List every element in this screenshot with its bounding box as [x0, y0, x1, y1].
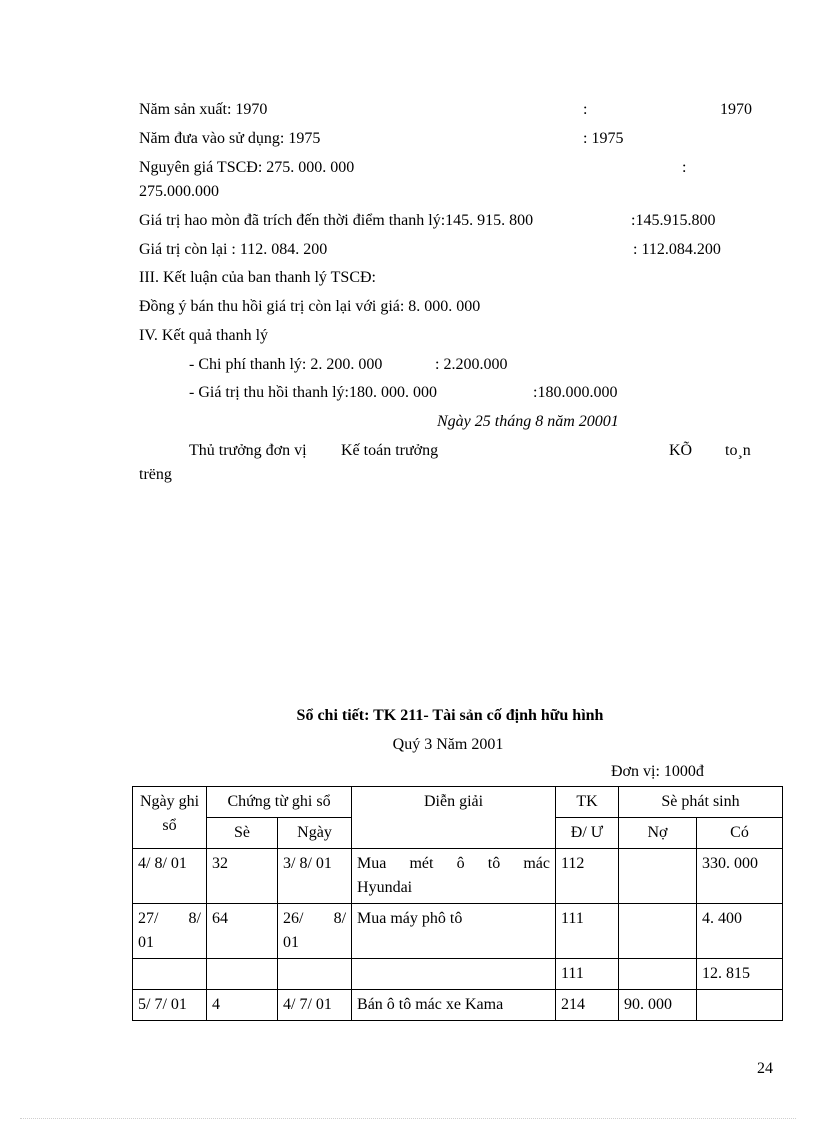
- cell-dien-giai: [352, 959, 556, 990]
- nam-dua-vao-su-dung-value: : 1975: [583, 130, 624, 147]
- header-ngay: Ngày: [278, 818, 352, 849]
- chi-phi-value: : 2.200.000: [435, 356, 508, 373]
- header-ngay-ghi-so: Ngày ghi sổ: [133, 787, 207, 849]
- cell-dien-giai-line-1: Mua mét ô tô mác: [357, 855, 551, 872]
- nam-dua-vao-su-dung-label: Năm đưa vào sử dụng: 1975: [139, 130, 321, 147]
- table-row: [133, 904, 783, 959]
- cell-ngay-line-1: 26/ 8/: [283, 910, 347, 927]
- dong-y-line: Đồng ý bán thu hồi giá trị còn lại với giá: 8. 000. 000: [139, 298, 481, 315]
- cell-ngay-ghi-so-line-2: 01: [138, 934, 154, 951]
- cell-no: 90. 000: [619, 990, 697, 1021]
- hao-mon-label: Giá trị hao mòn đã trích đến thời điểm thanh lý:145. 915. 800: [139, 212, 534, 229]
- header-chung-tu: Chứng từ ghi sổ: [207, 787, 352, 818]
- cell-so: 4: [207, 990, 278, 1021]
- cell-ngay-ghi-so: 4/ 8/ 01: [133, 849, 207, 904]
- chi-phi-label: - Chi phí thanh lý: 2. 200. 000: [189, 356, 383, 373]
- cell-co: 12. 815: [697, 959, 783, 990]
- nam-san-xuat-colon: :: [583, 101, 588, 118]
- signature-thu-truong: Thủ trưởng đơn vị: [189, 442, 307, 459]
- cell-tk: 214: [556, 990, 619, 1021]
- cell-ngay: 4/ 7/ 01: [278, 990, 352, 1021]
- cell-ngay-line-2: 01: [283, 934, 299, 951]
- thu-hoi-value: :180.000.000: [533, 384, 618, 401]
- thu-hoi-label: - Giá trị thu hồi thanh lý:180. 000. 000: [189, 384, 437, 401]
- cell-tk: 111: [556, 904, 619, 959]
- table-row: [133, 849, 783, 904]
- header-dien-giai: Diễn giải: [352, 787, 556, 849]
- cell-no: [619, 849, 697, 904]
- hao-mon-value: :145.915.800: [631, 212, 716, 229]
- table-row: [133, 959, 783, 990]
- header-co: Có: [697, 818, 783, 849]
- cell-dien-giai-line-2: Hyundai: [357, 879, 413, 896]
- header-tk: TK: [556, 787, 619, 818]
- header-du: Đ/ Ư: [556, 818, 619, 849]
- cell-ngay: 3/ 8/ 01: [278, 849, 352, 904]
- nam-san-xuat-value: 1970: [720, 101, 752, 118]
- cell-ngay-ghi-so: [133, 959, 207, 990]
- signature-ky-thuat-2: to¸n: [725, 442, 751, 459]
- cell-tk: 111: [556, 959, 619, 990]
- ledger-subtitle: Quý 3 Năm 2001: [392, 736, 504, 753]
- header-no: Nợ: [619, 818, 697, 849]
- ledger-table: [132, 786, 783, 1021]
- cell-no: [619, 904, 697, 959]
- cell-ngay: [278, 959, 352, 990]
- nguyen-gia-value: 275.000.000: [139, 183, 219, 200]
- ledger-title: Sổ chi tiết: TK 211- Tài sản cố định hữu hình: [296, 707, 604, 724]
- cell-so: 64: [207, 904, 278, 959]
- cell-ngay-ghi-so: [133, 904, 207, 959]
- ket-qua-heading: IV. Kết quả thanh lý: [139, 327, 269, 344]
- nguyen-gia-label: Nguyên giá TSCĐ: 275. 000. 000: [139, 159, 355, 176]
- signature-ky-thuat-3: trëng: [139, 466, 172, 483]
- ket-luan-heading: III. Kết luận của ban thanh lý TSCĐ:: [139, 269, 376, 286]
- footer-divider: [20, 1118, 796, 1119]
- signature-ke-toan-truong: Kế toán trưởng: [341, 442, 439, 459]
- header-so: Sè: [207, 818, 278, 849]
- con-lai-value: : 112.084.200: [633, 241, 721, 258]
- header-so-phat-sinh: Sè phát sinh: [619, 787, 783, 818]
- page-number: 24: [757, 1060, 773, 1077]
- cell-ngay: [278, 904, 352, 959]
- con-lai-label: Giá trị còn lại : 112. 084. 200: [139, 241, 328, 258]
- cell-tk: 112: [556, 849, 619, 904]
- cell-dien-giai: [352, 849, 556, 904]
- cell-dien-giai: Bán ô tô mác xe Kama: [352, 990, 556, 1021]
- nguyen-gia-colon: :: [682, 159, 687, 176]
- cell-dien-giai: Mua máy phô tô: [352, 904, 556, 959]
- cell-ngay-ghi-so: 5/ 7/ 01: [133, 990, 207, 1021]
- signature-ky-thuat-1: KÕ: [669, 442, 693, 459]
- date-line: Ngày 25 tháng 8 năm 20001: [437, 413, 619, 430]
- table-row: [133, 990, 783, 1021]
- ledger-unit: Đơn vị: 1000đ: [611, 763, 704, 780]
- cell-so: 32: [207, 849, 278, 904]
- cell-no: [619, 959, 697, 990]
- cell-ngay-ghi-so-line-1: 27/ 8/: [138, 910, 201, 927]
- nam-san-xuat-label: Năm sản xuất: 1970: [139, 101, 268, 118]
- cell-co: 330. 000: [697, 849, 783, 904]
- cell-co: 4. 400: [697, 904, 783, 959]
- cell-co: [697, 990, 783, 1021]
- cell-so: [207, 959, 278, 990]
